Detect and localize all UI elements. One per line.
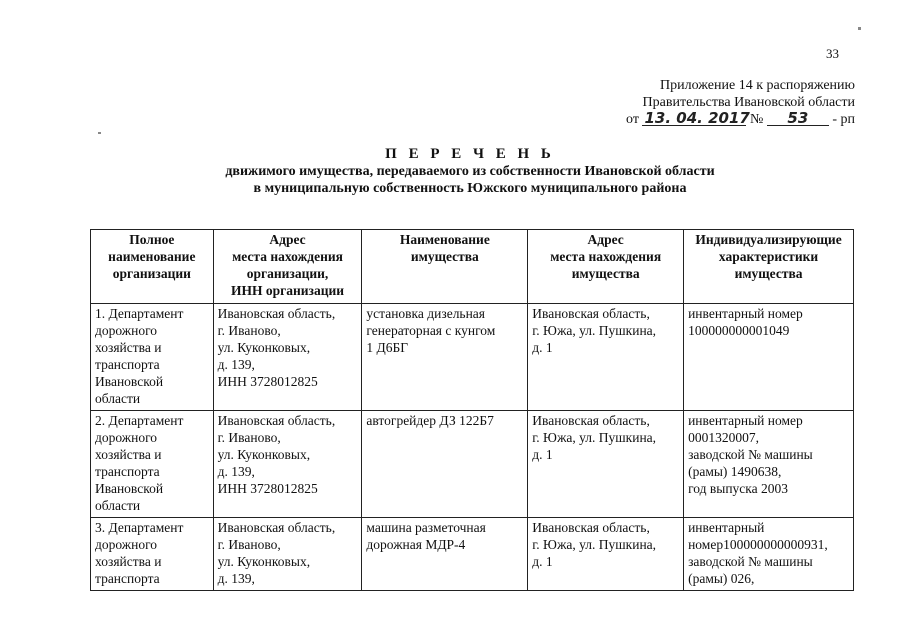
- header-text: организации,: [246, 266, 329, 281]
- table-cell: [362, 518, 528, 591]
- cell-text: 1 Д6БГ: [366, 340, 409, 355]
- table-cell: [684, 518, 854, 591]
- number-label: №: [749, 112, 764, 127]
- table-cell: [528, 304, 684, 411]
- table-cell: [213, 518, 362, 591]
- cell-text: год выпуска 2003: [688, 481, 789, 496]
- cell-text: 1. Департамент: [95, 306, 184, 321]
- cell-text: д. 1: [532, 554, 553, 569]
- property-table: [90, 229, 854, 591]
- handwritten-number: 53: [767, 111, 829, 126]
- cell-text: г. Иваново,: [217, 323, 281, 338]
- cell-text: 2. Департамент: [95, 413, 184, 428]
- cell-text: г. Южа, ул. Пушкина,: [532, 323, 657, 338]
- page-number: 33: [826, 46, 839, 61]
- cell-text: г. Южа, ул. Пушкина,: [532, 537, 657, 552]
- cell-text: Ивановская область,: [532, 306, 650, 321]
- cell-text: Ивановской: [95, 374, 164, 389]
- cell-text: Ивановская область,: [217, 520, 336, 535]
- cell-text: Ивановская область,: [217, 413, 336, 428]
- header-text: имущества: [571, 266, 640, 281]
- cell-text: хозяйства и: [95, 554, 162, 569]
- cell-text: области: [95, 391, 141, 406]
- table-header-row: [91, 230, 854, 304]
- table-body: [91, 304, 854, 591]
- header-text: Наименование: [399, 232, 490, 247]
- table-cell: [684, 304, 854, 411]
- column-header: [362, 230, 528, 304]
- header-text: характеристики: [718, 249, 819, 264]
- header-text: имущества: [734, 266, 803, 281]
- handwritten-date: 13. 04. 2017: [644, 109, 750, 127]
- cell-text: д. 139,: [217, 571, 255, 586]
- cell-text: д. 1: [532, 447, 553, 462]
- cell-text: транспорта: [95, 464, 160, 479]
- table-cell: [528, 518, 684, 591]
- cell-text: г. Южа, ул. Пушкина,: [532, 430, 657, 445]
- column-header: [528, 230, 684, 304]
- table-cell: [91, 411, 214, 518]
- table-cell: [362, 304, 528, 411]
- header-text: Полное: [129, 232, 175, 247]
- cell-text: 3. Департамент: [95, 520, 184, 535]
- header-text: Индивидуализирующие: [695, 232, 842, 247]
- appendix-line-1: Приложение 14 к распоряжению: [660, 78, 855, 93]
- appendix-line-2: Правительства Ивановской области: [642, 95, 855, 110]
- appendix-block: [626, 77, 855, 128]
- cell-text: ИНН 3728012825: [217, 481, 318, 496]
- cell-text: транспорта: [95, 357, 160, 372]
- table-cell: [528, 411, 684, 518]
- cell-text: Ивановская область,: [532, 413, 650, 428]
- cell-text: области: [95, 498, 141, 513]
- document-title: [90, 146, 850, 197]
- cell-text: д. 139,: [217, 464, 255, 479]
- cell-text: инвентарный номер: [688, 306, 803, 321]
- table-cell: [213, 304, 362, 411]
- cell-text: Ивановская область,: [532, 520, 650, 535]
- cell-text: д. 1: [532, 340, 553, 355]
- table-row: [91, 304, 854, 411]
- cell-text: установка дизельная: [366, 306, 486, 321]
- table-cell: [213, 411, 362, 518]
- column-header: [213, 230, 362, 304]
- cell-text: 100000000001049: [688, 323, 790, 338]
- scan-speck: [858, 27, 861, 30]
- title-line-2: в муниципальную собственность Южского муниципального района: [253, 181, 687, 196]
- cell-text: ул. Куконковых,: [217, 554, 311, 569]
- cell-text: Ивановская область,: [217, 306, 336, 321]
- header-text: ИНН организации: [230, 283, 345, 298]
- cell-text: транспорта: [95, 571, 160, 586]
- header-text: организации: [112, 266, 191, 281]
- cell-text: генераторная с кунгом: [366, 323, 496, 338]
- header-text: наименование: [108, 249, 196, 264]
- header-text: Адрес: [587, 232, 624, 247]
- cell-text: номер100000000000931,: [688, 537, 828, 552]
- cell-text: 0001320007,: [688, 430, 759, 445]
- table-cell: [91, 304, 214, 411]
- cell-text: дорожного: [95, 323, 158, 338]
- from-label: от: [626, 112, 639, 127]
- cell-text: ул. Куконковых,: [217, 447, 311, 462]
- cell-text: г. Иваново,: [217, 537, 281, 552]
- cell-text: заводской № машины: [688, 554, 813, 569]
- cell-text: заводской № машины: [688, 447, 813, 462]
- table-cell: [362, 411, 528, 518]
- suffix-label: - рп: [832, 112, 855, 127]
- table-cell: [684, 411, 854, 518]
- cell-text: Ивановской: [95, 481, 164, 496]
- cell-text: (рамы) 026,: [688, 571, 755, 586]
- column-header: [91, 230, 214, 304]
- title-line-1: движимого имущества, передаваемого из собственности Ивановской области: [225, 164, 715, 179]
- table-row: [91, 411, 854, 518]
- cell-text: дорожная МДР-4: [366, 537, 466, 552]
- table-cell: [91, 518, 214, 591]
- cell-text: хозяйства и: [95, 340, 162, 355]
- appendix-line-3: [626, 111, 855, 128]
- cell-text: автогрейдер ДЗ 122Б7: [366, 413, 494, 428]
- column-header: [684, 230, 854, 304]
- header-text: Адрес: [269, 232, 306, 247]
- header-text: места нахождения: [232, 249, 343, 264]
- cell-text: (рамы) 1490638,: [688, 464, 782, 479]
- scan-speck: [98, 132, 101, 134]
- header-text: имущества: [410, 249, 479, 264]
- cell-text: г. Иваново,: [217, 430, 281, 445]
- cell-text: ИНН 3728012825: [217, 374, 318, 389]
- cell-text: ул. Куконковых,: [217, 340, 311, 355]
- title-heading: П Е Р Е Ч Е Н Ь: [385, 146, 555, 162]
- cell-text: инвентарный номер: [688, 413, 803, 428]
- cell-text: машина разметочная: [366, 520, 486, 535]
- header-text: места нахождения: [550, 249, 662, 264]
- cell-text: хозяйства и: [95, 447, 162, 462]
- cell-text: д. 139,: [217, 357, 255, 372]
- cell-text: дорожного: [95, 430, 158, 445]
- cell-text: инвентарный: [688, 520, 765, 535]
- table-row: [91, 518, 854, 591]
- cell-text: дорожного: [95, 537, 158, 552]
